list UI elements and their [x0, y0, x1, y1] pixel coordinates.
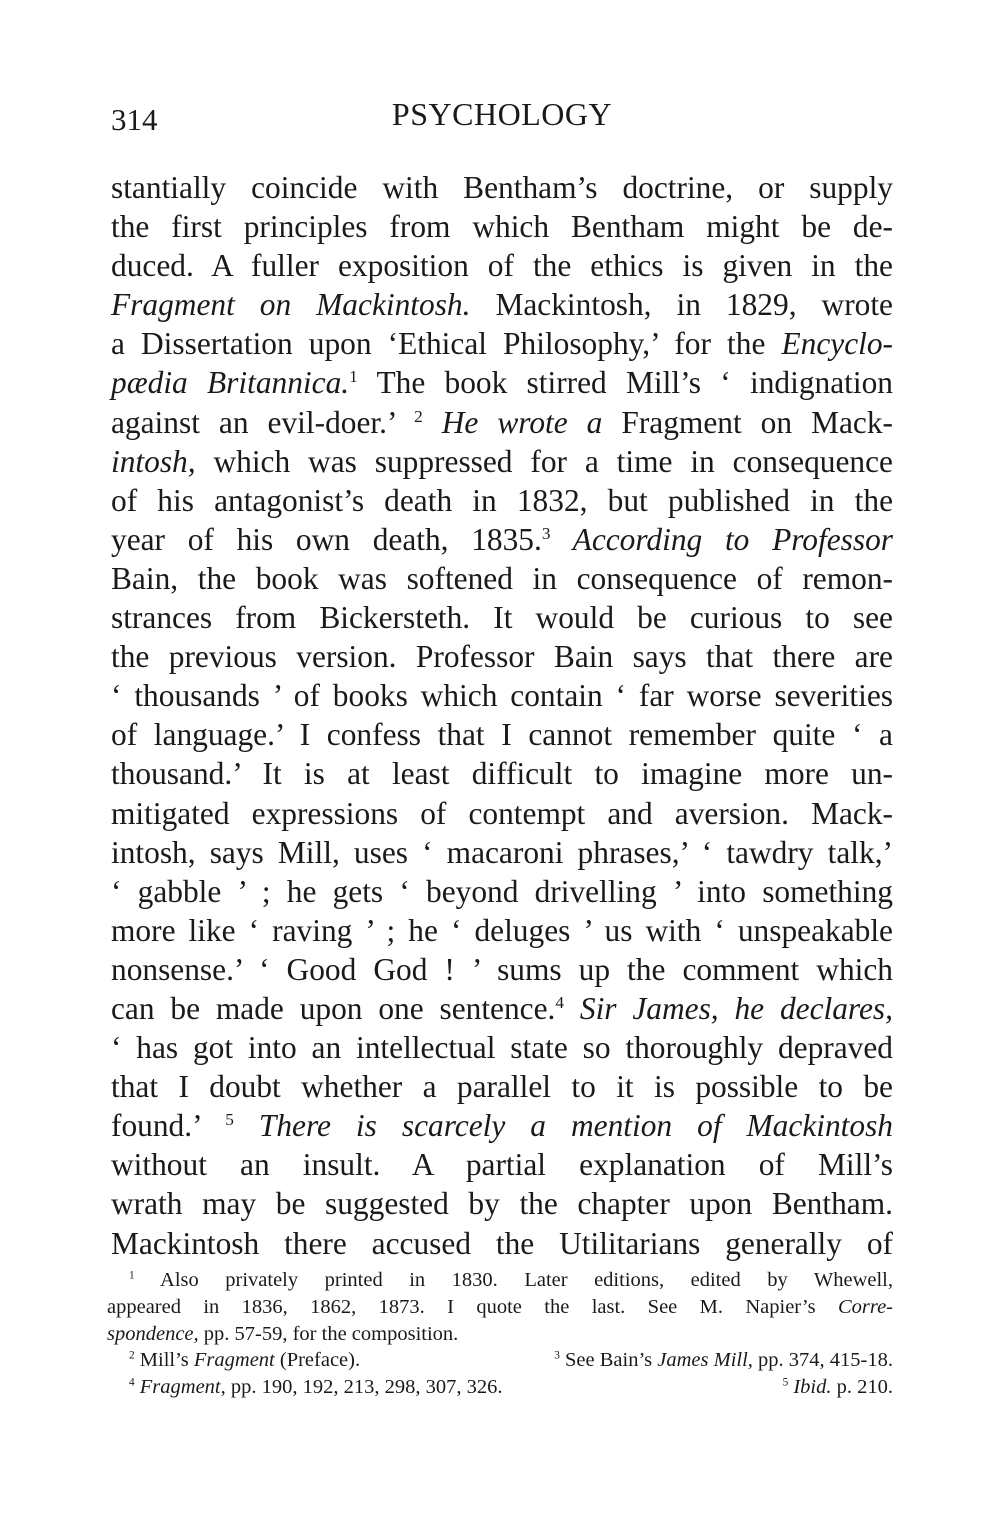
text-line: wrath may be suggested by the chapter upon Bentham. [111, 1186, 893, 1222]
footnote-marker: 2 [414, 406, 423, 426]
text-line: intosh, which was suppressed for a time in consequence [111, 443, 893, 479]
footnote-3: $^3$ See Bain’s James Mill, pp. 374, 415-18. [554, 1349, 893, 1372]
text-line: against an evil-doer.’ $^2$ He wrote a Fragment on Mack- [111, 404, 893, 440]
footnote-1 [107, 1267, 893, 1347]
text-line: Fragment on Mackintosh. Mackintosh, in 1829, wrote [111, 287, 893, 323]
text-line: ‘ has got into an intellectual state so thoroughly depraved [111, 1030, 893, 1066]
footnote-marker: 1 [129, 1269, 135, 1282]
text-line: year of his own death, 1835.$^3$ According to Professor [111, 521, 893, 557]
text-line: ‘ gabble ’ ; he gets ‘ beyond drivelling ’ into something [111, 873, 893, 909]
footnote-marker: 3 [554, 1350, 560, 1363]
text-line: ‘ thousands ’ of books which contain ‘ far worse severities [111, 678, 893, 714]
footnote-row-2-3 [107, 1347, 893, 1374]
text-line: Bain, the book was softened in consequence of remon- [111, 560, 893, 596]
footnotes [107, 1267, 893, 1401]
body-text [111, 168, 893, 1263]
footnote-5: $^5$ Ibid. p. 210. [782, 1376, 893, 1399]
text-line: of his antagonist’s death in 1832, but published in the [111, 482, 893, 518]
footnote-marker: 2 [129, 1350, 135, 1363]
text-line: found.’ $^5$ There is scarcely a mention of Mackintosh [111, 1108, 893, 1144]
page-header [111, 92, 893, 142]
text-line: Mackintosh there accused the Utilitarians generally of [111, 1225, 893, 1261]
footnote-line: $^1$ Also privately printed in 1830. Later editions, edited by Whewell, [129, 1269, 893, 1291]
text-line: that I doubt whether a parallel to it is possible to be [111, 1069, 893, 1105]
text-line: intosh, says Mill, uses ‘ macaroni phrases,’ ‘ tawdry talk,’ [111, 834, 893, 870]
text-line: can be made upon one sentence.$^4$ Sir James, he declares, [111, 990, 893, 1026]
footnote-marker: 3 [541, 523, 551, 543]
text-line: more like ‘ raving ’ ; he ‘ deluges ’ us with ‘ unspeakable [111, 912, 893, 948]
text-line: thousand.’ It is at least difficult to imagine more un- [111, 756, 893, 792]
text-line: pædia Britannica.$^1$ The book stirred Mill’s ‘ indignation [111, 365, 893, 401]
running-head: PSYCHOLOGY [391, 96, 613, 132]
footnote-row-4-5 [107, 1374, 893, 1401]
page-number: 314 [111, 102, 158, 137]
text-line: a Dissertation upon ‘Ethical Philosophy,’ for the Encyclo- [111, 326, 893, 362]
text-line: of language.’ I confess that I cannot remember quite ‘ a [111, 717, 893, 753]
text-line: stantially coincide with Bentham’s doctrine, or supply [111, 170, 893, 205]
footnote-marker: 4 [555, 992, 565, 1012]
footnote-marker: 5 [782, 1376, 789, 1389]
footnote-4: $^4$ Fragment, pp. 190, 192, 213, 298, 307, 326. [129, 1376, 503, 1399]
text-line: the first principles from which Bentham might be de- [111, 209, 893, 245]
text-line: strances from Bickersteth. It would be curious to see [111, 600, 893, 636]
footnote-line: appeared in 1836, 1862, 1873. I quote the last. See M. Napier’s Corre- [107, 1295, 893, 1318]
text-line: duced. A fuller exposition of the ethics is given in the [111, 248, 893, 284]
text-line: the previous version. Professor Bain says that there are [111, 639, 893, 675]
text-line: nonsense.’ ‘ Good God ! ’ sums up the comment which [111, 951, 893, 987]
text-line: without an insult. A partial explanation of Mill’s [111, 1147, 893, 1183]
footnote-marker: 4 [129, 1376, 135, 1389]
footnote-marker: 1 [349, 367, 358, 387]
footnote-2: $^2$ Mill’s Fragment (Preface). [129, 1349, 361, 1372]
text-line: mitigated expressions of contempt and aversion. Mack- [111, 795, 893, 831]
footnote-marker: 5 [225, 1110, 234, 1130]
footnote-line: spondence, pp. 57-59, for the composition. [107, 1322, 459, 1345]
